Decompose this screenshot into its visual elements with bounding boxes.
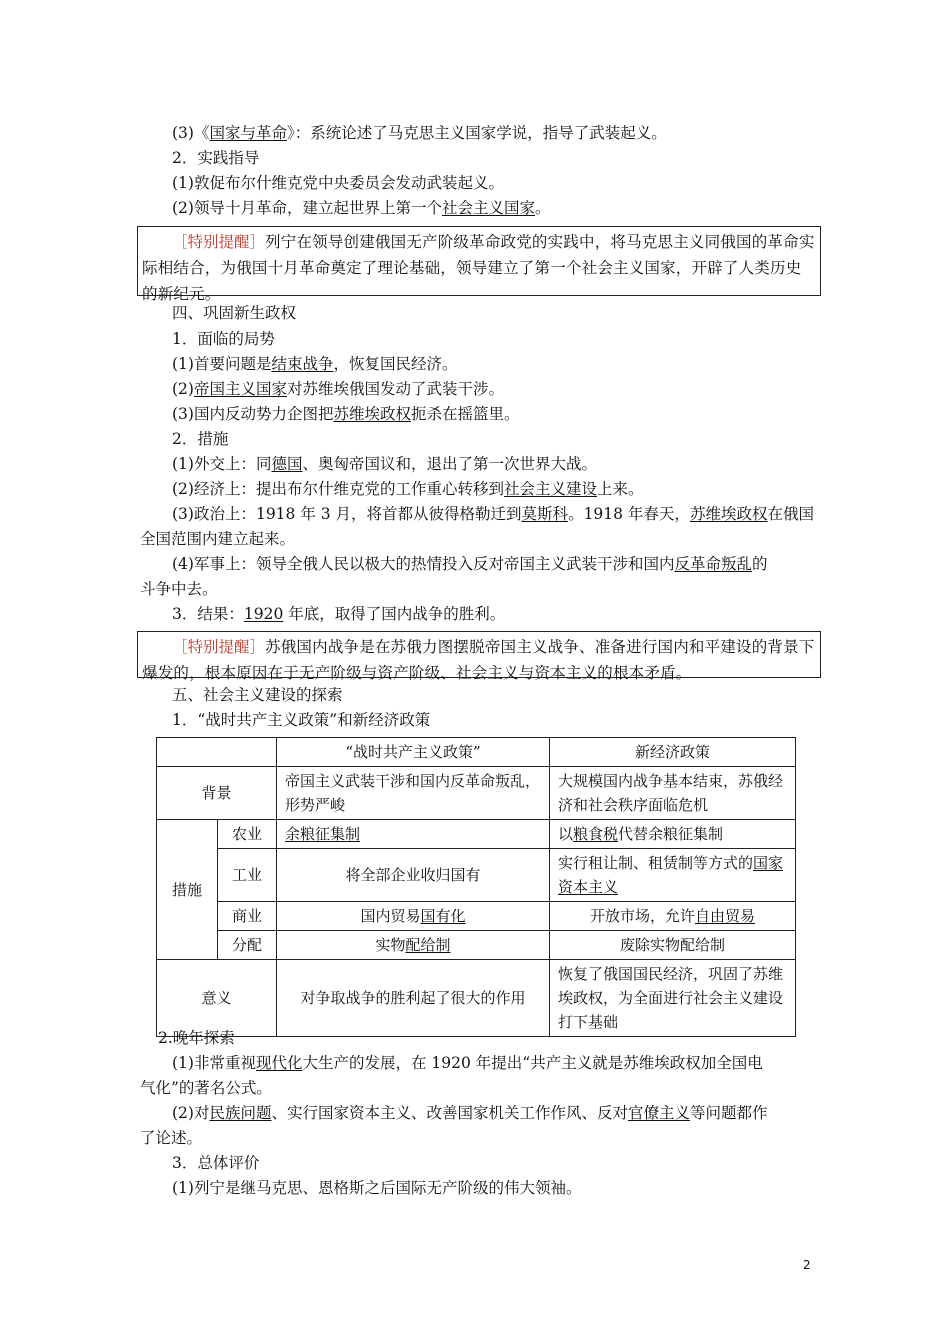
section-5-heading: 五、社会主义建设的探索 <box>172 686 343 704</box>
reminder-text: 列宁在领导创建俄国无产阶级革命政党的实践中，将马克思主义同俄国的革命实际相结合，为俄国十月革命奠定了理论基础，领导建立了第一个社会主义国家，开辟了人类历史的新纪元。 <box>142 233 815 303</box>
row-label-commerce: 商业 <box>218 902 277 931</box>
line-politics-cont: 全国范围内建立起来。 <box>140 530 296 548</box>
line-modernization-cont: 气化”的著名公式。 <box>140 1079 272 1097</box>
line-military: (4)军事上：领导全俄人民以极大的热情投入反对帝国主义武装干涉和国内反革命叛乱的 <box>172 555 768 573</box>
cell-significance-nep: 恢复了俄国国民经济，巩固了苏维埃政权，为全面进行社会主义建设打下基础 <box>550 960 796 1037</box>
line-modernization: (1)非常重视现代化大生产的发展，在 1920 年提出“共产主义就是苏维埃政权加全国电 <box>172 1054 763 1072</box>
cell-industry-nep: 实行租让制、租赁制等方式的国家资本主义 <box>550 849 796 902</box>
heading-measures: 2．措施 <box>172 430 229 448</box>
line-primary-problem: (1)首要问题是结束战争，恢复国民经济。 <box>172 355 458 373</box>
section-4-heading: 四、巩固新生政权 <box>172 304 297 322</box>
table-row <box>157 767 796 820</box>
line-politics: (3)政治上：1918 年 3 月，将首都从彼得格勒迁到莫斯科。1918 年春天，苏维埃政权在俄国 <box>172 505 814 523</box>
heading-overall-evaluation: 3．总体评价 <box>172 1154 260 1172</box>
reminder-text: 苏俄国内战争是在苏俄力图摆脱帝国主义战争、准备进行国内和平建设的背景下爆发的，根本原因在于无产阶级与资产阶级、社会主义与资本主义的根本矛盾。 <box>142 638 815 682</box>
line-domestic-reaction: (3)国内反动势力企图把苏维埃政权扼杀在摇篮里。 <box>172 405 520 423</box>
cell-agriculture-wc: 余粮征集制 <box>277 820 550 849</box>
table-corner-cell <box>157 738 277 767</box>
cell-commerce-nep: 开放市场，允许自由贸易 <box>550 902 796 931</box>
cell-agriculture-nep: 以粮食税代替余粮征集制 <box>550 820 796 849</box>
line-diplomacy: (1)外交上：同德国、奥匈帝国议和，退出了第一次世界大战。 <box>172 455 597 473</box>
cell-industry-wc: 将全部企业收归国有 <box>277 849 550 902</box>
page-number: 2 <box>803 1258 811 1272</box>
reminder-tag: ［特别提醒］ <box>172 638 266 656</box>
table-row <box>157 849 796 902</box>
line-imperialist-intervention: (2)帝国主义国家对苏维埃俄国发动了武装干涉。 <box>172 380 504 398</box>
table-row <box>157 820 796 849</box>
line-discussions-cont: 了论述。 <box>140 1129 203 1147</box>
row-label-significance: 意义 <box>157 960 277 1037</box>
line-result: 3．结果：1920 年底，取得了国内战争的胜利。 <box>172 605 506 623</box>
heading-policies: 1．“战时共产主义政策”和新经济政策 <box>172 711 431 729</box>
cell-distribution-nep: 废除实物配给制 <box>550 931 796 960</box>
heading-later-exploration: 2.晚年探索 <box>158 1029 235 1047</box>
cell-significance-wc: 对争取战争的胜利起了很大的作用 <box>277 960 550 1037</box>
heading-situation: 1．面临的局势 <box>172 330 275 348</box>
row-label-distribution: 分配 <box>218 931 277 960</box>
table-row <box>157 931 796 960</box>
heading-practice: 2．实践指导 <box>172 149 260 167</box>
cell-background-wc: 帝国主义武装干涉和国内反革命叛乱，形势严峻 <box>277 767 550 820</box>
line-economy: (2)经济上：提出布尔什维克党的工作重心转移到社会主义建设上来。 <box>172 480 644 498</box>
special-reminder-box-2 <box>137 631 821 682</box>
row-label-background: 背景 <box>157 767 277 820</box>
line-state-and-revolution: (3)《国家与革命》：系统论述了马克思主义国家学说，指导了武装起义。 <box>172 124 667 142</box>
header-war-communism: “战时共产主义政策” <box>277 738 550 767</box>
special-reminder-box-1 <box>137 226 821 303</box>
cell-commerce-wc: 国内贸易国有化 <box>277 902 550 931</box>
line-great-leader: (1)列宁是继马克思、恩格斯之后国际无产阶级的伟大领袖。 <box>172 1179 582 1197</box>
row-label-agriculture: 农业 <box>218 820 277 849</box>
line-discussions: (2)对民族问题、实行国家资本主义、改善国家机关工作作风、反对官僚主义等问题都作 <box>172 1104 768 1122</box>
reminder-tag: ［特别提醒］ <box>172 233 266 251</box>
line-urge-uprising: (1)敦促布尔什维克党中央委员会发动武装起义。 <box>172 174 504 192</box>
line-lead-october-revolution: (2)领导十月革命，建立起世界上第一个社会主义国家。 <box>172 199 551 217</box>
header-nep: 新经济政策 <box>550 738 796 767</box>
table-row <box>157 960 796 1037</box>
cell-background-nep: 大规模国内战争基本结束，苏俄经济和社会秩序面临危机 <box>550 767 796 820</box>
cell-distribution-wc: 实物配给制 <box>277 931 550 960</box>
policy-comparison-table <box>156 737 796 1037</box>
row-label-industry: 工业 <box>218 849 277 902</box>
row-label-measures: 措施 <box>157 820 218 960</box>
table-row <box>157 902 796 931</box>
line-military-cont: 斗争中去。 <box>140 580 218 598</box>
table-row <box>157 738 796 767</box>
